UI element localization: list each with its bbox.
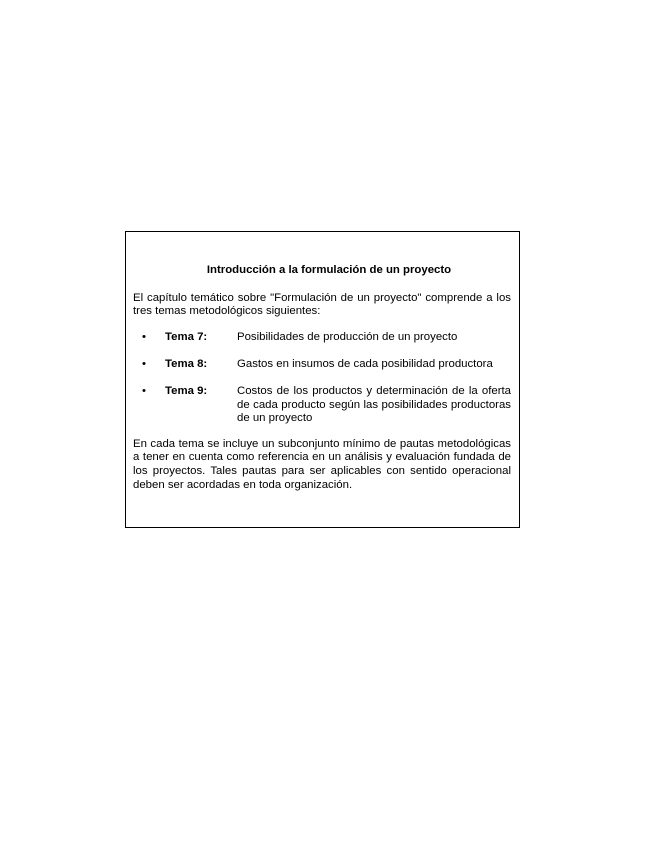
topic-label: Tema 9: [165, 384, 208, 397]
list-item [133, 358, 511, 372]
list-item [133, 331, 511, 345]
intro-paragraph: El capítulo temático sobre "Formulación de un proyecto" comprende a los tres temas metodológicos siguientes: [133, 291, 511, 318]
bullet-icon: • [142, 357, 146, 370]
bullet-icon: • [142, 330, 146, 343]
topic-label: Tema 8: [165, 357, 208, 370]
closing-paragraph: En cada tema se incluye un subconjunto mínimo de pautas metodológicas a tener en cuenta como referencia en un análisis y evaluación fundada de los proyectos. Tales pautas para ser aplicables con sentido operacional deben ser acordadas en toda organización. [133, 437, 511, 491]
topic-label: Tema 7: [165, 330, 208, 343]
document-title: Introducción a la formulación de un proyecto [206, 264, 452, 276]
bullet-icon: • [142, 384, 146, 397]
topic-list [133, 331, 511, 426]
topic-description: Gastos en insumos de cada posibilidad productora [237, 357, 493, 370]
topic-description: Costos de los productos y determinación de la oferta de cada producto según las posibilidades productoras de un proyecto [237, 384, 511, 425]
document-frame [125, 231, 520, 528]
topic-description: Posibilidades de producción de un proyecto [237, 330, 458, 343]
list-item [133, 385, 511, 426]
